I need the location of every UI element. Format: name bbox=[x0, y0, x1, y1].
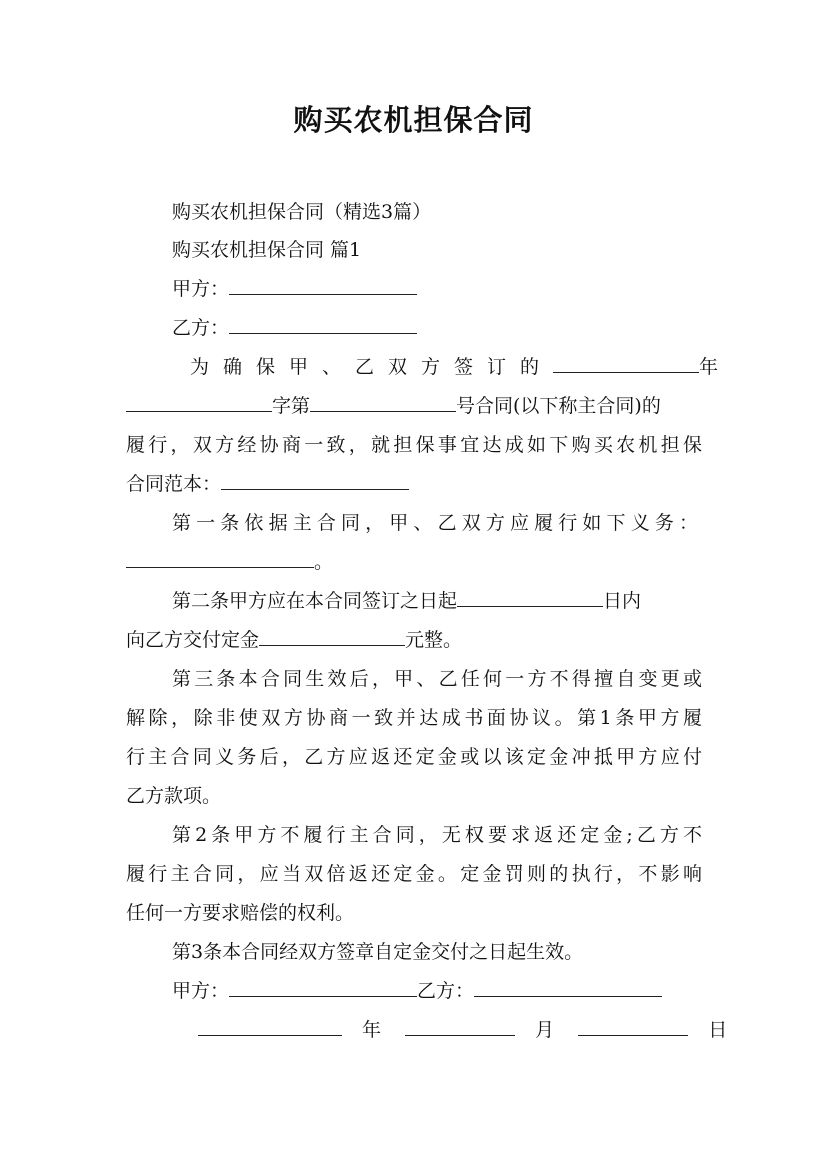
preamble-line-3: 履行，双方经协商一致，就担保事宜达成如下购买农机担保 bbox=[126, 434, 702, 456]
article-1-end: 。 bbox=[314, 551, 334, 573]
preamble-line-4 bbox=[126, 468, 702, 500]
preamble-text-3: 字第 bbox=[272, 395, 311, 417]
signature-line bbox=[172, 975, 702, 1007]
preamble-year: 年 bbox=[699, 356, 719, 378]
article-2-line-2 bbox=[126, 624, 702, 656]
obligations-blank[interactable] bbox=[126, 546, 314, 568]
guarantee-range-blank[interactable] bbox=[221, 468, 409, 490]
date-month-blank[interactable] bbox=[405, 1014, 515, 1036]
deposit-days-blank[interactable] bbox=[457, 585, 603, 607]
article-1-line-2 bbox=[126, 546, 702, 578]
date-line bbox=[198, 1014, 728, 1046]
contract-number-blank[interactable] bbox=[310, 390, 456, 412]
preamble-line-2 bbox=[126, 390, 702, 422]
document-subtitle: 购买农机担保合同（精选3篇） bbox=[172, 201, 432, 223]
signature-party-b-label: 乙方： bbox=[417, 980, 475, 1002]
preamble-text-1: 为确保甲、乙双方签订的 bbox=[190, 356, 554, 378]
article-3-line-4: 乙方款项。 bbox=[126, 785, 222, 807]
party-b-line bbox=[172, 312, 702, 344]
date-day-blank[interactable] bbox=[578, 1014, 688, 1036]
article-3-line-2: 解除，除非使双方协商一致并达成书面协议。第1条甲方履 bbox=[126, 707, 702, 729]
article-3-line-3: 行主合同义务后，乙方应返还定金或以该定金冲抵甲方应付 bbox=[126, 746, 702, 768]
date-year-blank[interactable] bbox=[198, 1014, 342, 1036]
article-5-line-1: 第3条本合同经双方签章自定金交付之日起生效。 bbox=[172, 941, 584, 963]
preamble-line-1 bbox=[190, 351, 719, 383]
article-1-line-1: 第一条依据主合同，甲、乙双方应履行如下义务： bbox=[172, 512, 702, 534]
preamble-text-4: 号合同(以下称主合同)的 bbox=[456, 395, 661, 417]
article-2-text-4: 元整。 bbox=[405, 629, 463, 651]
article-2-text-3: 向乙方交付定金 bbox=[126, 629, 260, 651]
article-2-line-1 bbox=[172, 585, 702, 617]
signature-party-b-blank[interactable] bbox=[474, 975, 662, 997]
document-title: 购买农机担保合同 bbox=[293, 103, 534, 137]
contract-prefix-blank[interactable] bbox=[126, 390, 272, 412]
article-4-line-2: 履行主合同，应当双倍返还定金。定金罚则的执行，不影响 bbox=[126, 863, 702, 885]
signature-party-a-blank[interactable] bbox=[229, 975, 417, 997]
contract-year-blank[interactable] bbox=[553, 351, 699, 373]
party-a-line bbox=[172, 273, 702, 305]
article-2-text-1: 第二条甲方应在本合同签订之日起 bbox=[172, 590, 458, 612]
deposit-amount-blank[interactable] bbox=[259, 624, 405, 646]
preamble-text-6: 合同范本： bbox=[126, 473, 222, 495]
date-month-label: 月 bbox=[535, 1019, 555, 1041]
party-a-label: 甲方： bbox=[172, 278, 230, 300]
article-3-line-1: 第三条本合同生效后，甲、乙任何一方不得擅自变更或 bbox=[172, 668, 702, 690]
date-year-label: 年 bbox=[362, 1019, 382, 1041]
section-heading: 购买农机担保合同 篇1 bbox=[172, 239, 362, 261]
date-day-label: 日 bbox=[708, 1019, 728, 1041]
article-2-text-2: 日内 bbox=[603, 590, 642, 612]
party-b-label: 乙方： bbox=[172, 317, 230, 339]
party-b-blank[interactable] bbox=[229, 312, 417, 334]
signature-party-a-label: 甲方： bbox=[172, 980, 230, 1002]
article-4-line-3: 任何一方要求赔偿的权利。 bbox=[126, 902, 355, 924]
party-a-blank[interactable] bbox=[229, 273, 417, 295]
article-4-line-1: 第2条甲方不履行主合同，无权要求返还定金;乙方不 bbox=[172, 824, 702, 846]
